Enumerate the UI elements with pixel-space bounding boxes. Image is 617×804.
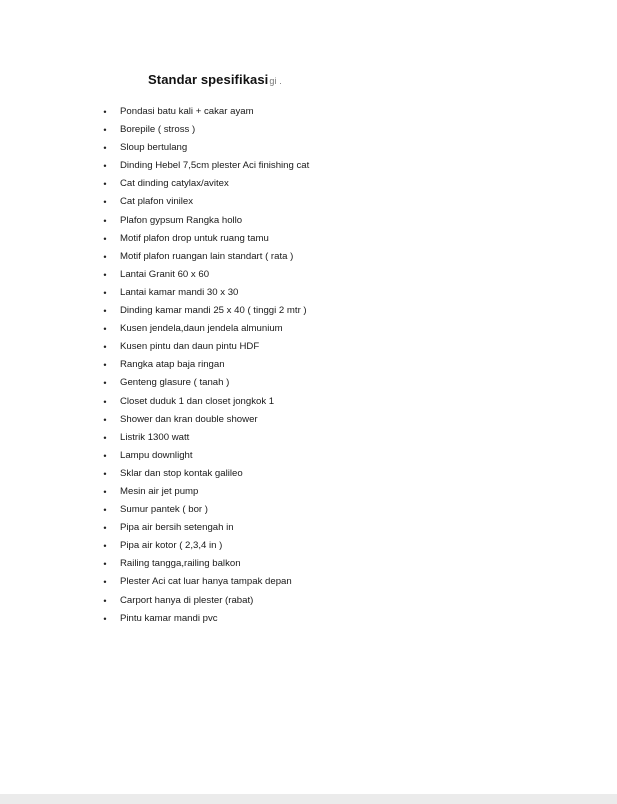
list-item-text: Shower dan kran double shower — [120, 413, 258, 425]
bullet-icon: • — [103, 197, 107, 208]
bullet-icon: • — [103, 450, 107, 461]
list-item — [100, 266, 309, 284]
bullet-icon: • — [103, 306, 107, 317]
bullet-icon: • — [103, 215, 107, 226]
bullet-icon: • — [103, 468, 107, 479]
list-item-text: Closet duduk 1 dan closet jongkok 1 — [120, 395, 275, 407]
list-item — [100, 284, 309, 302]
list-item-text: Plafon gypsum Rangka hollo — [120, 214, 243, 226]
list-item — [100, 429, 309, 447]
list-item-text: Pintu kamar mandi pvc — [120, 612, 218, 624]
list-item-text: Dinding Hebel 7,5cm plester Aci finishing cat — [120, 160, 310, 172]
list-item — [100, 212, 309, 230]
bullet-icon: • — [103, 595, 107, 606]
bullet-icon: • — [103, 269, 107, 280]
list-item-text: Lantai kamar mandi 30 x 30 — [120, 286, 239, 298]
list-item — [100, 483, 309, 501]
list-item — [100, 610, 309, 628]
bullet-icon: • — [103, 161, 107, 172]
bullet-icon: • — [103, 523, 107, 534]
page-bottom-band — [0, 794, 617, 804]
list-item — [100, 103, 309, 121]
list-item-text: Motif plafon ruangan lain standart ( rata ) — [120, 250, 294, 262]
list-item-text: Carport hanya di plester (rabat) — [120, 594, 254, 606]
list-item-text: Kusen pintu dan daun pintu HDF — [120, 341, 260, 353]
list-item — [100, 411, 309, 429]
bullet-icon: • — [103, 125, 107, 136]
list-item — [100, 320, 309, 338]
bullet-icon: • — [103, 179, 107, 190]
bullet-icon: • — [103, 251, 107, 262]
title-text: Standar spesifikasi — [148, 72, 269, 87]
list-item — [100, 374, 309, 392]
bullet-icon: • — [103, 414, 107, 425]
bullet-icon: • — [103, 107, 107, 117]
bullet-icon: • — [103, 486, 107, 497]
list-item-text: Plester Aci cat luar hanya tampak depan — [120, 576, 292, 588]
list-item-text: Pipa air bersih setengah in — [120, 522, 234, 534]
list-item-text: Sumur pantek ( bor ) — [120, 504, 208, 516]
bullet-icon: • — [103, 378, 107, 389]
list-item-text: Sklar dan stop kontak galileo — [120, 467, 243, 479]
bullet-icon: • — [103, 360, 107, 371]
list-item-text: Rangka atap baja ringan — [120, 359, 225, 371]
bullet-icon: • — [103, 541, 107, 552]
list-item-text: Lampu downlight — [120, 449, 193, 461]
list-item-text: Pipa air kotor ( 2,3,4 in ) — [120, 540, 223, 552]
list-item-text: Mesin air jet pump — [120, 485, 199, 497]
bullet-icon: • — [103, 324, 107, 335]
bullet-icon: • — [103, 432, 107, 443]
list-item — [100, 302, 309, 320]
list-item — [100, 121, 309, 139]
list-item-text: Cat plafon vinilex — [120, 196, 194, 208]
list-item — [100, 175, 309, 193]
list-item — [100, 338, 309, 356]
list-item — [100, 157, 309, 175]
list-item-text: Railing tangga,railing balkon — [120, 558, 241, 570]
list-item — [100, 465, 309, 483]
bullet-icon: • — [103, 342, 107, 353]
list-item-text: Lantai Granit 60 x 60 — [120, 268, 210, 280]
list-item — [100, 248, 309, 266]
list-item — [100, 139, 309, 157]
list-item-text: Listrik 1300 watt — [120, 431, 190, 443]
bullet-icon: • — [103, 287, 107, 298]
list-item — [100, 519, 309, 537]
list-item — [100, 356, 309, 374]
list-item-text: Cat dinding catylax/avitex — [120, 178, 229, 190]
bullet-icon: • — [103, 396, 107, 407]
list-item — [100, 193, 309, 211]
bullet-icon: • — [103, 505, 107, 516]
list-item — [100, 501, 309, 519]
bullet-icon: • — [103, 233, 107, 244]
list-item — [100, 592, 309, 610]
list-item — [100, 393, 309, 411]
list-item-text: Dinding kamar mandi 25 x 40 ( tinggi 2 mtr ) — [120, 305, 307, 317]
list-item-text: Kusen jendela,daun jendela almunium — [120, 323, 283, 335]
list-item-text: Sloup bertulang — [120, 142, 188, 154]
list-item — [100, 537, 309, 555]
bullet-icon: • — [103, 577, 107, 588]
list-item-text: Motif plafon drop untuk ruang tamu — [120, 232, 269, 244]
bullet-icon: • — [103, 559, 107, 570]
title-suffix: gi . — [269, 76, 282, 86]
list-item — [100, 230, 309, 248]
list-item-text: Borepile ( stross ) — [120, 124, 196, 136]
list-item-text: Pondasi batu kali + cakar ayam — [120, 106, 254, 117]
list-item — [100, 573, 309, 591]
bullet-icon: • — [103, 613, 107, 624]
list-item — [100, 555, 309, 573]
page-title — [148, 72, 282, 87]
specification-list — [100, 103, 309, 628]
list-item — [100, 447, 309, 465]
bullet-icon: • — [103, 143, 107, 154]
list-item-text: Genteng glasure ( tanah ) — [120, 377, 230, 389]
